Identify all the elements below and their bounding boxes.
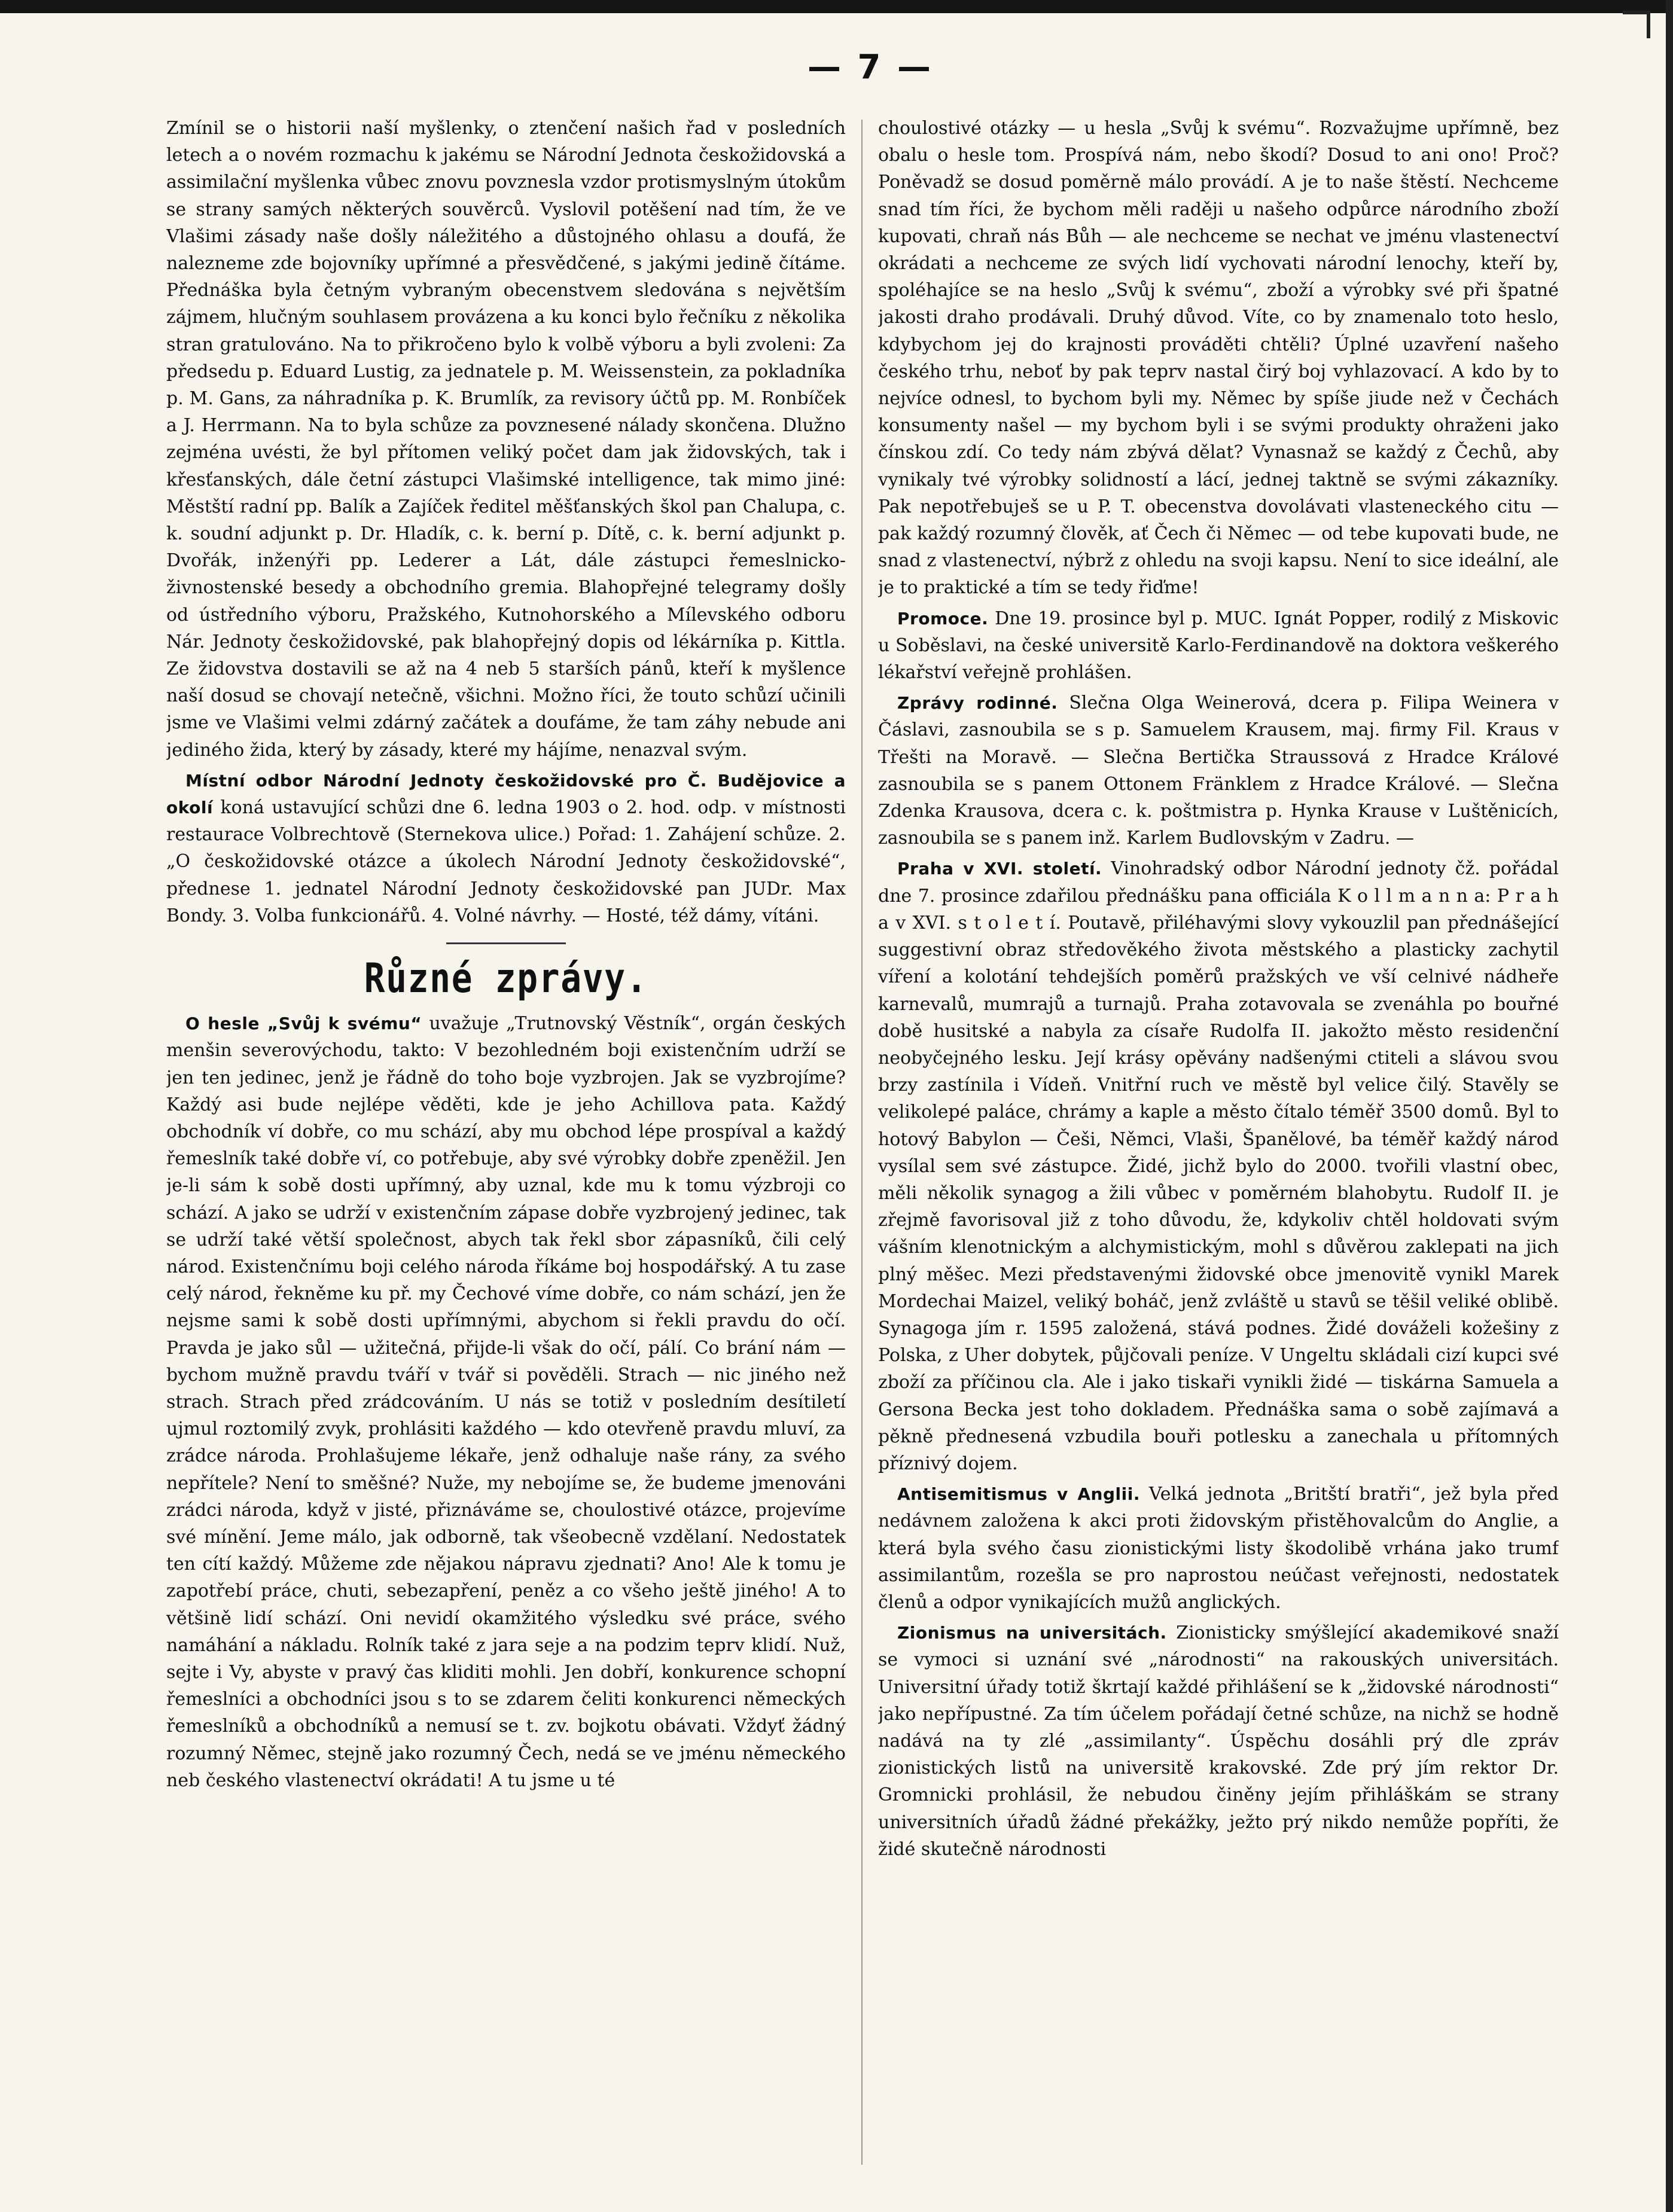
news-item-prague — [878, 855, 1559, 1477]
intro-paragraph: Zmínil se o historii naší myšlenky, o ztenčení našich řad v posledních letech a o novém rozmachu k jakému se Národní Jednota českožidovská a assimilační myšlenka vůbec znovu povznesla vzdor protismyslným útokům se strany samých některých souvěrců. Vyslovil potěšení nad tím, že ve Vlašimi zásady naše došly náležitého a důstojného ohlasu a doufá, že nalezneme zde bojovníky upřímné a přesvědčené, s jakými jedině čítáme. Přednáška byla četným vybraným obecenstvem sledována s největším zájmem, hlučným souhlasem provázena a ku konci bylo řečníku z několika stran gratulováno. Na to přikročeno bylo k volbě výboru a byli zvoleni: Za předsedu p. Eduard Lustig, za jednatele p. M. Weissenstein, za pokladníka p. M. Gans, za náhradníka p. K. Brumlík, za revisory účtů pp. M. Ronbíček a J. Herrmann. Na to byla schůze za povznesené nálady skončena. Dlužno zejména uvésti, že byl přítomen veliký počet dam jak židovských, tak i křesťanských, dále četní zástupci Vlašimské intelligence, tak mimo jiné: Městští radní pp. Balík a Zajíček ředitel měšťanských škol pan Chalupa, c. k. soudní adjunkt p. Dr. Hladík, c. k. berní p. Dítě, c. k. berní adjunkt p. Dvořák, inženýři pp. Lederer a Lát, dále zástupci řemeslnicko-živnostenské besedy a obchodního gremia. Blahopřejné telegramy došly od ústředního výboru, Pražského, Kutnohorského a Mílevského odboru Nár. Jednoty českožidovské, pak blahopřejný dopis od lékárníka p. Kittla. Ze židovstva dostavili se až na 4 neb 5 starších pánů, kteří k myšlence naší dosud se chovají netečně, všichni. Možno říci, že touto schůzí učinili jsme ve Vlašimi velmi zdárný začátek a doufáme, že tam záhy nebude ani jediného žida, který by zásady, které my hájíme, nenazval svým. — [166, 118, 846, 761]
news-item-heading: Antisemitismus v Anglii. — [897, 1484, 1140, 1505]
scan-edge-top — [0, 0, 1673, 13]
notice-text: koná ustavující schůzi dne 6. ledna 1903 o 2. hod. odp. v místnosti restaurace Volbrechtově (Sternekova ulice.) Pořad: 1. Zahájení schůze. 2. „O českožidovské otázce a úkolech Národní Jednoty českožidovské“, přednese 1. jednatel Národní Jednoty českožidovské pan JUDr. Max Bondy. 3. Volba funkcionářů. 4. Volné návrhy. — Hosté, též dámy, vítáni. — [166, 797, 846, 926]
news-item-text: Slečna Olga Weinerová, dcera p. Filipa Weinera v Čáslavi, zasnoubila se s p. Samuelem Krausem, maj. firmy Fil. Kraus v Třešti na Moravě. — Slečna Bertička Straussová z Hradce Králové zasnoubila se s panem Ottonem Fränklem z Hradce Králové. — Slečna Zdenka Krausova, dcera c. k. poštmistra p. Hynka Krause v Luštěnicích, zasnoubila se s panem inž. Karlem Budlovským v Zadru. — — [878, 692, 1559, 849]
continuation-paragraph: choulostivé otázky — u hesla „Svůj k svému“. Rozvažujme upřímně, bez obalu o hesle tom. Prospívá nám, nebo škodí? Dosud to ani ono! Proč? Poněvadž se dosud poměrně málo provádí. A je to naše štěstí. Nechceme snad tím říci, že bychom měli raději u našeho odpůrce národního zboží kupovati, chraň nás Bůh — ale nechceme se nechat ve jménu vlastenectví okrádati a nechceme ze svých lidí vychovati národní lenochy, kteří by, spoléhajíce se na heslo „Svůj k svému“, zboží a výrobky své při špatné jakosti draho prodávali. Druhý důvod. Víte, co by znamenalo toto heslo, kdybychom jej do krajnosti prováděti chtěli? Úplné uzavření našeho českého trhu, neboť by pak teprv nastal čirý boj vyhlazovací. A kdo by to nejvíce odnesl, to bychom byli my. Němec by spíše jiude než v Čechách konsumenty našel — my bychom byli i se svými produkty ohraženi jako čínskou zdí. Co tedy nám zbývá dělat? Vynasnaž se každý z Čechů, aby vynikaly tvé výrobky solidností a lácí, jednej taktně se svými zákazníky. Pak nepotřebuješ se u P. T. obecenstva dovolávati vlasteneckého citu — pak každý rozumný člověk, ať Čech či Němec — od tebe kupovati bude, ne snad z vlastenectví, nýbrž z ohledu na svoji kapsu. Není to sice ideální, ale je to praktické a tím se tedy řiďme! — [878, 118, 1559, 599]
article-text: uvažuje „Trutnovský Věstník“, orgán českých menšin severovýchodu, takto: V bezohledném boji existenčním udrží se jen ten jedinec, jenž je řádně do toho boje vyzbrojen. Jak se vyzbrojíme? Každý asi bude nejlépe věděti, kde je jeho Achillova pata. Každý obchodník ví dobře, co mu schází, aby mu obchod lépe prospíval a každý řemeslník také dobře ví, co potřebuje, aby své výrobky dobře zpeněžil. Jen je-li sám k sobě dosti upřímný, aby uznal, kde mu k tomu výzbroji co schází. A jako se udrží v existenčním zápase dobře vyzbrojený jedinec, tak se udrží také větší společnost, abych tak řekl sbor zápasníků, čili celý národ. Existenčnímu boji celého národa říkáme boj hospodářský. A tu zase celý národ, řekněme ku př. my Čechové víme dobře, co nám schází, jen že nejsme sami k sobě dosti upřímnými, abychom si řekli pravdu do očí. Pravda je jako sůl — užitečná, přijde-li však do očí, pálí. Co brání nám — bychom mužně pravdu tváří v tvář si pověděli. Strach — nic jiného než strach. Strach před zrádcováním. U nás se totiž v posledním desítiletí ujmul roztomilý zvyk, prohlásiti každého — kdo otevřeně pravdu mluví, za zrádce národa. Prohlašujeme lékaře, jenž odhaluje naše rány, za svého nepřítele? Není to směšné? Nuže, my nebojíme se, že budeme jmenováni zrádci národa, když v jisté, přiznáváme se, choulostivé otázce, projevíme své mínění. Jeme málo, jak odborně, tak všeobecně vzdělaní. Nedostatek ten cítí každý. Můžeme zde nějakou nápravu zjednati? Ano! Ale k tomu je zapotřebí práce, chuti, sebezapření, peněz a co všeho ještě jiného! A to většině lidí schází. Oni nevidí okamžitého výsledku své práce, svého namáhání a nákladu. Rolník také z jara seje a na podzim teprv klidí. Nuž, sejte i Vy, abyste v pravý čas kliditi mohli. Jen dobří, konkurence schopní řemeslníci a obchodníci jsou s to se zdarem čeliti konkurenci německých řemeslníků a obchodníků a nemusí se t. zv. bojkotu obávati. Vždyť žádný rozumný Němec, stejně jako rozumný Čech, nedá se ve jménu německého neb českého vlastenectví okrádati! A tu jsme u té — [166, 1013, 846, 1791]
news-item-heading: Promoce. — [897, 608, 989, 628]
page-number: — 7 — — [807, 48, 933, 87]
news-item-family — [878, 689, 1559, 852]
news-item-heading: Praha v XVI. století. — [897, 859, 1102, 879]
notice-paragraph — [166, 767, 846, 929]
news-item-zionism — [878, 1619, 1559, 1863]
news-item-heading: Zprávy rodinné. — [897, 693, 1058, 713]
news-item-text: Zionisticky smýšlející akademikové snaží se vymoci si uznání své „národnosti“ na rakouských universitách. Universitní úřady totiž škrtají každé přihlášení se k „židovské národnosti“ jako nepřípustné. Za tím účelem pořádají četné schůze, na nichž se hodně nadává na ty zlé „assimilanty“. Úspěchu dosáhli prý dle zpráv zionistických listů na universitě krakovské. Zde prý jím rektor Dr. Gromnicki prohlásil, že nebudou činěny jejím přihláškám se strany universitních úřadů žádné překážky, ježto prý nikdo nemůže popříti, že židé skutečně národnosti — [878, 1622, 1559, 1860]
section-title: Různé zprávy. — [364, 955, 648, 1003]
article-paragraph — [166, 1010, 846, 1794]
article-heading: O hesle „Svůj k svému“ — [185, 1014, 422, 1034]
news-item-antisemitism — [878, 1481, 1559, 1616]
news-item-text: Dne 19. prosince byl p. MUC. Ignát Popper, rodilý z Miskovic u Soběslavi, na české universitě Karlo-Ferdinandově na doktora veškerého lékařství veřejně prohlášen. — [878, 608, 1559, 684]
news-item-text: Vinohradský odbor Národní jednoty čž. pořádal dne 7. prosince zdařilou přednášku pana officiála K o l l m a n n a: P r a h a v XVI. s t o l e t í. Poutavě, přiléhavými slovy vykouzlil pan přednášející suggestivní obraz středověkého života městského a plasticky zachytil víření a kolotání tehdejších poměrů pražských ve vší celnivé nádheře karnevalů, mumrajů a turnajů. Praha zotavovala se zvenáhla po bouřné době husitské a nabyla za císaře Rudolfa II. jakožto město residenční neobyčejného lesku. Její krásy opěvány nadšenými ctiteli a slávou svou brzy zastínila i Vídeň. Vnitřní ruch ve městě byl velice čilý. Stavěly se velikolepé paláce, chrámy a kaple a město čítalo téměř 3500 domů. Byl to hotový Babylon — Češi, Němci, Vlaši, Španělové, ba téměř každý národ vysílal sem své zástupce. Židé, jichž bylo do 2000. tvořili vlastní obec, měli několik synagog a žili vůbec v poměrném blahobytu. Rudolf II. je zřejmě favorisoval již z toho důvodu, že, kdykoliv chtěl holdovati svým vášním klenotnickým a alchymistickým, mohl s důvěrou zaklepati na jich plný měšec. Mezi představenými židovské obce jmenovitě vynikl Marek Mordechai Maizel, veliký boháč, jenž zvláště u stavů se těšil veliké oblibě. Synagoga jím r. 1595 založená, stává podnes. Židé dováželi kožešiny z Polska, z Uher dobytek, půjčovali peníze. V Ungeltu skládali cizí kupci své zboží za příčinou cla. Ale i jako tiskaři vynikli židé — tiskárna Samuela a Gersona Becka jest toho dokladem. Přednáška sama o sobě zajímavá a pěkně přednesená vzbudila bouři potlesku a zanechala u přítomných příznivý dojem. — [878, 858, 1559, 1474]
news-item-promoce — [878, 605, 1559, 687]
left-column — [166, 115, 846, 2172]
column-divider — [861, 120, 863, 2165]
news-item-heading: Zionismus na universitách. — [897, 1623, 1167, 1643]
right-column — [878, 115, 1559, 2172]
scan-edge-right — [1666, 0, 1673, 2212]
news-item-text: Velká jednota „Britští bratři“, jež byla před nedávnem založena k akci proti židovským přistěhovalcům do Anglie, a která byla svého času zionistickými listy škodolibě vrhána jako trumf assimilantům, rozešla se pro naprostou neúčast veřejnosti, nedostatek členů a odpor vynikajících mužů anglických. — [878, 1484, 1559, 1613]
corner-crop-mark — [1623, 11, 1650, 38]
notice-heading: Místní odbor Národní Jednoty českožidovské pro Č. Budějovice a okolí — [166, 770, 846, 818]
section-divider-rule — [446, 942, 566, 944]
